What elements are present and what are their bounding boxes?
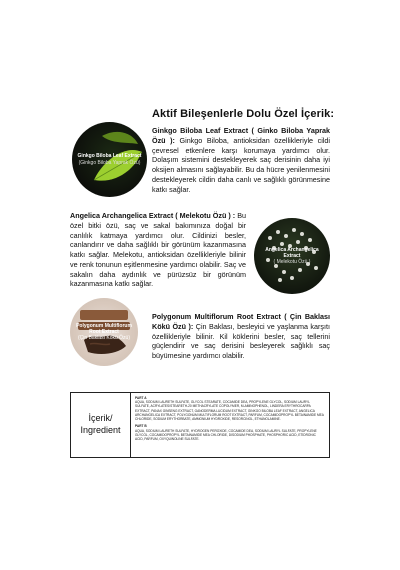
polygonum-description	[152, 312, 330, 361]
section-heading: Aktif Bileşenlerle Dolu Özel İçerik:	[152, 108, 335, 120]
part-b-text: AQUA, SODIUM LAURETH SULFATE, HYDROGEN PEROXIDE, COCAMIDE DEA, SODIUM LAURYL SULFATE, PROPYLENE GLYCOL, COCAMIDOPROPYL BETAINAMIDE MEA CHLORIDE, DISODIUM PHOSPHATE, PHOSPHORIC ACID, ETIDRONIC ACID, PARFUM, OXYQUINOLINE SULFATE.	[135, 428, 317, 441]
ginkgo-body: Ginkgo Biloba, antioksidan özellikleriyle cildi çevresel etkenlere karşı korumaya yardımcı olur. Dolaşım sistemini destekleyerek saç derisinin daha iyi oksijen almasını sağlayabilir. Bu da hücre yenilenmesini destekleyerek cildin daha canlı ve sağlıklı görünmesine katkı sağlar.	[152, 135, 330, 194]
polygonum-image-subcaption: (Çin Baklası Kökü Özü)	[78, 335, 130, 342]
polygonum-root-image	[70, 298, 138, 366]
ginkgo-title: Ginkgo Biloba Leaf Extract ( Ginko Biloba Yaprak Özü ):	[152, 126, 330, 145]
part-a-text: AQUA, SODIUM LAURETH SULFATE, GLYCOL STEARATE, COCAMIDE DEA, PROPYLENE GLYCOL, SODIUM LAURYL SULFATE, ACRYLATES/STEARETH-20 METHACRYLATE COPOLYMER, M-AMINOPHENOL, LINDERA ERYTHROCARPA EXTRACT, PANAX GINSENG EXTRACT, GANODERMA LUCIDUM EXTRACT, GINKGO BILOBA LEAF EXTRACT, ANGELICA ARCHANGELICA EXTRACT, POLYGONUM MULTIFLORUM ROOT EXTRACT, PARFUM, COCAMIDOPROPYL BETAINAMIDE MEA CHLORIDE, SODIUM ERYTHORBATE, AMMONIUM HYDROXIDE, RESORCINOL, ETHANOLAMINE.	[135, 400, 324, 422]
angelica-title: Angelica Archangelica Extract ( Melekotu Özü ) :	[70, 211, 236, 220]
part-a-label: PART A	[135, 396, 147, 400]
ingredients-table	[70, 392, 330, 458]
ginkgo-leaf-image	[72, 122, 147, 197]
ginkgo-image-caption: Ginkgo Biloba Leaf Extract	[77, 153, 142, 160]
ginkgo-description	[152, 126, 330, 194]
ingredients-label-en: Ingredient	[80, 425, 121, 435]
angelica-image-subcaption: ( Melekotu Özü )	[273, 259, 311, 266]
ginkgo-image-subcaption: (Ginkgo Biloba Yaprak Özü)	[78, 159, 141, 166]
polygonum-image-caption: Polygonum Multiflorum Root Extract	[76, 322, 132, 335]
ingredients-label-tr: İçerik/	[88, 413, 113, 424]
part-b-label: PART B	[135, 424, 147, 429]
polygonum-body: Çin Baklası, besleyici ve yaşlanma karşıtı özellikleriyle bilinir. Kil köklerini besler, saç tellerini güçlendirir ve saç derisini besleyerek sağlıklı saç büyümesine yardımcı olabilir.	[152, 321, 330, 361]
ingredients-label	[71, 393, 131, 457]
angelica-image-caption: Angelica Archangelica Extract	[265, 246, 319, 259]
angelica-body: Bu özel bitki özü, saç ve sakal bakımınıza doğal bir canlılık katmaya yardımcı olur. Cildinizi besler, canlandırır ve daha sağlıklı bir görünüm kazanmasına katkı sağlar. Melekotu, antioksidan özellikleriyle bilinir ve renk tonunun eşitlenmesine yardımcı olabilir. Saç ve sakalın daha aydınlık ve pürüzsüz bir görünüm kazanmasına katkı sağlar.	[70, 211, 246, 289]
ingredients-list	[131, 393, 329, 457]
polygonum-title: Polygonum Multiflorum Root Extract ( Çin Baklası Kökü Özü ):	[152, 312, 330, 331]
angelica-flower-image	[254, 218, 330, 294]
angelica-description	[70, 211, 246, 289]
